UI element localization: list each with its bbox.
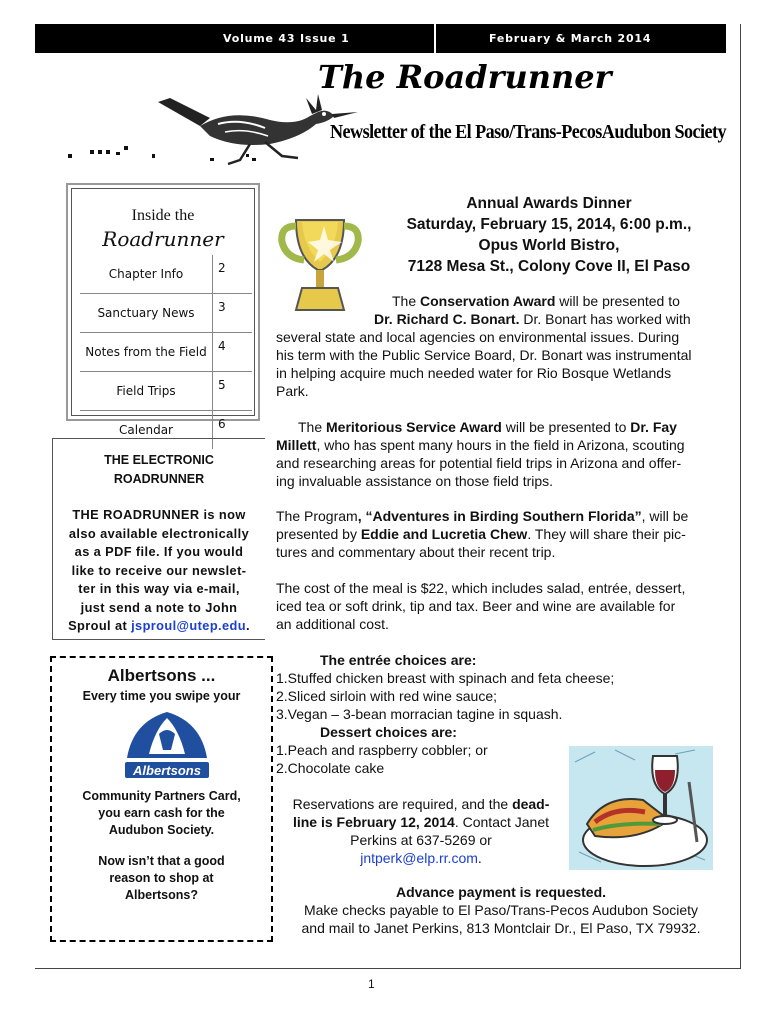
menu-item: 2.Chocolate cake — [276, 760, 385, 776]
text-span: , who has spent many hours in the field in Arizona, scouting — [316, 437, 685, 453]
table-of-contents — [80, 255, 252, 449]
issue-date: February & March 2014 — [489, 32, 652, 45]
albertsons-logo-text: Albertsons — [133, 763, 201, 778]
reservations-paragraph — [276, 795, 566, 867]
text-span: will be presented to — [555, 293, 680, 309]
text-line: tures and commentary about their recent trip. — [276, 544, 556, 560]
text-line — [276, 507, 730, 525]
text-line: iced tea or soft drink, tip and tax. Beer and wine are available for — [276, 598, 676, 614]
dessert-heading: Dessert choices are: — [320, 724, 457, 740]
toc-label: Chapter Info — [80, 255, 213, 294]
text-line: an additional cost. — [276, 616, 389, 632]
electronic-line — [53, 617, 265, 636]
electronic-line: just send a note to John — [80, 599, 238, 615]
electronic-line: ter in this way via e-mail, — [78, 581, 240, 596]
deadline-date: line is February 12, 2014 — [292, 814, 455, 830]
text-line: in helping acquire much needed water for Rio Bosque Wetlands — [276, 365, 672, 381]
menu-item: 1.Stuffed chicken breast with spinach and feta cheese; — [276, 670, 615, 686]
albertsons-line: Albertsons? — [125, 888, 198, 902]
electronic-title: THE ELECTRONIC — [104, 453, 214, 467]
right-border — [740, 24, 741, 969]
text-line — [276, 849, 566, 867]
text-span: , will be — [641, 508, 689, 524]
text-line: his term with the Public Service Board, Dr. Bonart was instrumental — [276, 347, 692, 363]
toc-label: Field Trips — [80, 372, 213, 411]
toc-row — [80, 255, 252, 294]
text-line — [276, 418, 730, 436]
text-span: will be presented to — [501, 419, 631, 435]
albertsons-line: reason to shop at — [109, 871, 214, 885]
text-span: The — [298, 419, 327, 435]
toc-row — [80, 294, 252, 333]
volume-issue: Volume 43 Issue 1 — [223, 32, 350, 45]
event-datetime: Saturday, February 15, 2014, 6:00 p.m., — [406, 216, 692, 233]
event-venue: Opus World Bistro, — [478, 237, 620, 254]
inside-heading: Inside the — [131, 207, 195, 224]
newsletter-subtitle: Newsletter of the El Paso/Trans-PecosAudubon Society — [330, 122, 726, 143]
recipient-name: Dr. Richard C. Bonart. — [374, 311, 520, 327]
meritorious-award-paragraph — [276, 418, 730, 490]
albertsons-line: Now isn’t that a good — [98, 854, 225, 868]
inside-box — [66, 183, 260, 437]
menu-item: 2.Sliced sirloin with red wine sauce; — [276, 688, 497, 704]
albertsons-box — [50, 656, 273, 942]
program-title: , “Adventures in Birding Southern Florida” — [357, 508, 642, 524]
albertsons-heading: Albertsons ... — [107, 666, 216, 685]
albertsons-logo — [121, 710, 213, 782]
email-link-jntperk[interactable]: jntperk@elp.rr.com — [360, 850, 478, 866]
text-line: Perkins at 637-5269 or — [350, 832, 492, 848]
payment-paragraph — [276, 883, 726, 937]
text-span: . They will share their pic- — [527, 526, 686, 542]
toc-row — [80, 372, 252, 411]
program-paragraph — [276, 507, 730, 561]
event-heading — [374, 193, 724, 277]
text-line — [276, 436, 730, 454]
toc-page: 3 — [213, 294, 253, 333]
text-span: Dr. Bonart has worked with — [519, 311, 691, 327]
albertsons-line: Every time you swipe your — [82, 689, 241, 703]
text-line: and mail to Janet Perkins, 813 Montclair Dr., El Paso, TX 79932. — [301, 920, 701, 936]
recipient-name: Millett — [276, 437, 317, 453]
header-divider — [434, 24, 436, 53]
recipient-name: Dr. Fay — [630, 419, 677, 435]
dinner-clipart — [565, 742, 717, 874]
electronic-roadrunner-box — [52, 438, 265, 640]
newsletter-title: The Roadrunner — [318, 58, 612, 96]
text-line: ing invaluable assistance on those field trips. — [276, 473, 554, 489]
text-span: . Contact Janet — [454, 814, 550, 830]
payment-heading: Advance payment is requested. — [395, 884, 607, 900]
text-line: several state and local agencies on environmental issues. During — [276, 329, 680, 345]
text-line — [276, 813, 566, 831]
toc-label: Calendar — [80, 411, 213, 450]
bottom-border — [35, 968, 741, 969]
toc-page: 5 — [213, 372, 253, 411]
event-address: 7128 Mesa St., Colony Cove II, El Paso — [407, 258, 691, 275]
page-number: 1 — [368, 977, 375, 991]
text-line: Park. — [276, 383, 309, 399]
text-line: The cost of the meal is $22, which includes salad, entrée, dessert, — [276, 580, 686, 596]
toc-page: 4 — [213, 333, 253, 372]
award-name: Meritorious Service Award — [326, 419, 502, 435]
text-span: . — [477, 850, 482, 866]
header-bar — [35, 24, 726, 53]
award-name: Conservation Award — [420, 293, 556, 309]
toc-page: 2 — [213, 255, 253, 294]
electronic-line-suffix: . — [245, 618, 250, 633]
text-span: presented by — [276, 526, 361, 542]
electronic-title-2: ROADRUNNER — [113, 472, 205, 486]
electronic-line-prefix: Sproul at — [68, 618, 132, 633]
roadrunner-illustration — [60, 78, 360, 168]
text-line — [276, 795, 566, 813]
presenter-names: Eddie and Lucretia Chew — [360, 526, 528, 542]
albertsons-line: Community Partners Card, — [82, 789, 241, 803]
electronic-line: also available electronically — [68, 525, 250, 541]
cost-paragraph — [276, 579, 730, 633]
menu-item: 3.Vegan – 3-bean morracian tagine in squash. — [276, 706, 563, 722]
text-span: Reservations are required, and the — [292, 796, 513, 812]
text-line — [276, 292, 730, 310]
text-span: The — [392, 293, 421, 309]
conservation-award-paragraph — [276, 292, 730, 400]
albertsons-line: Audubon Society. — [108, 823, 215, 837]
toc-label: Notes from the Field — [80, 333, 213, 372]
electronic-text — [53, 506, 265, 636]
menu-item: 1.Peach and raspberry cobbler; or — [276, 742, 488, 758]
electronic-line: like to receive our newslet- — [71, 562, 247, 578]
text-line: and researching areas for potential field trips in Arizona and offer- — [276, 455, 682, 471]
albertsons-line: you earn cash for the — [98, 806, 225, 820]
entree-heading: The entrée choices are: — [320, 652, 477, 668]
text-line: Make checks payable to El Paso/Trans-Pecos Audubon Society — [303, 902, 699, 918]
electronic-line: as a PDF file. If you would — [74, 544, 244, 559]
text-span: The Program — [276, 508, 358, 524]
toc-label: Sanctuary News — [80, 294, 213, 333]
electronic-line: THE ROADRUNNER is now — [72, 507, 246, 522]
deadline-emphasis: dead- — [512, 796, 550, 812]
inside-heading-title: Roadrunner — [102, 227, 224, 251]
email-link-jsproul[interactable]: jsproul@utep.edu — [131, 618, 246, 633]
toc-row — [80, 333, 252, 372]
toc-page: 6 — [218, 417, 226, 431]
event-title: Annual Awards Dinner — [466, 195, 632, 212]
text-line — [276, 525, 730, 543]
text-line — [276, 310, 730, 328]
